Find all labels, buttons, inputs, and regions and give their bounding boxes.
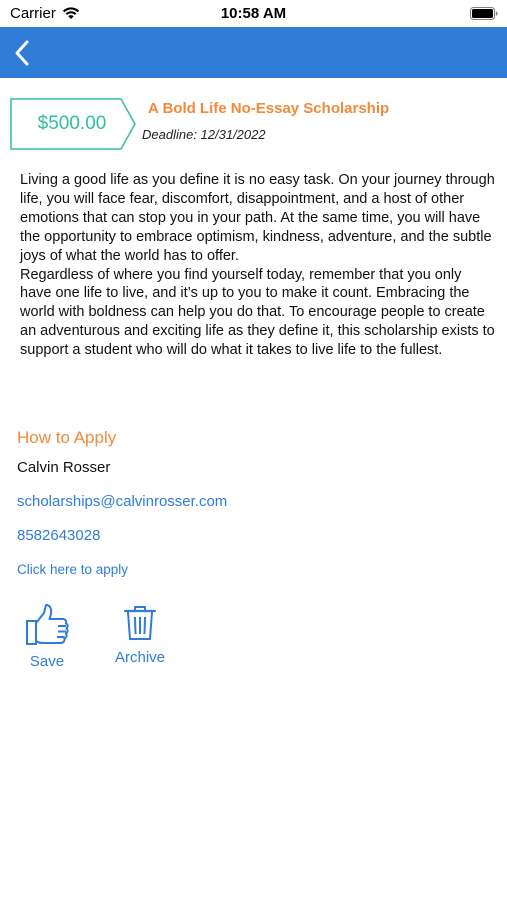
save-button[interactable] [20,603,76,673]
scholarship-amount: $500.00 [37,113,107,134]
price-tag [10,98,136,150]
description-paragraph: Living a good life as you define it is no easy task. On your journey through life, you will face fear, discomfort, disappointment, and a host of other emotions that can stop you in your path. At the same time, you will have the opportunity to embrace optimism, kindness, adventure, and the subtle joys of what the world has to offer. [20,172,495,264]
trash-icon [124,605,156,646]
archive-label: Archive [114,649,166,666]
scholarship-title: A Bold Life No-Essay Scholarship [148,100,390,117]
carrier-label: Carrier [10,5,56,22]
clock-label: 10:58 AM [220,5,287,22]
save-label: Save [29,653,65,670]
navigation-bar [0,27,507,78]
contact-email-link[interactable]: scholarships@calvinrosser.com [17,493,228,510]
scholarship-deadline: Deadline: 12/31/2022 [142,127,266,142]
apply-link[interactable]: Click here to apply [17,562,129,577]
contact-name: Calvin Rosser [17,459,111,476]
description-paragraph: Regardless of where you find yourself today, remember that you only have one life to live, and it’s up to you to make it count. Embracing the world with boldness can help you do that. To encourage people to create an adventurous and exciting life as they define it, this scholarship exists to support a student who will do what it takes to live life to the fullest. [20,266,495,359]
thumbs-up-icon [25,603,71,652]
battery-icon [470,7,498,25]
chevron-left-icon [12,39,36,67]
scholarship-description [20,171,496,360]
how-to-apply-heading: How to Apply [17,428,117,447]
contact-phone-link[interactable]: 8582643028 [17,527,101,544]
status-bar [0,0,507,27]
archive-button[interactable] [108,603,174,673]
back-button[interactable] [12,39,36,67]
